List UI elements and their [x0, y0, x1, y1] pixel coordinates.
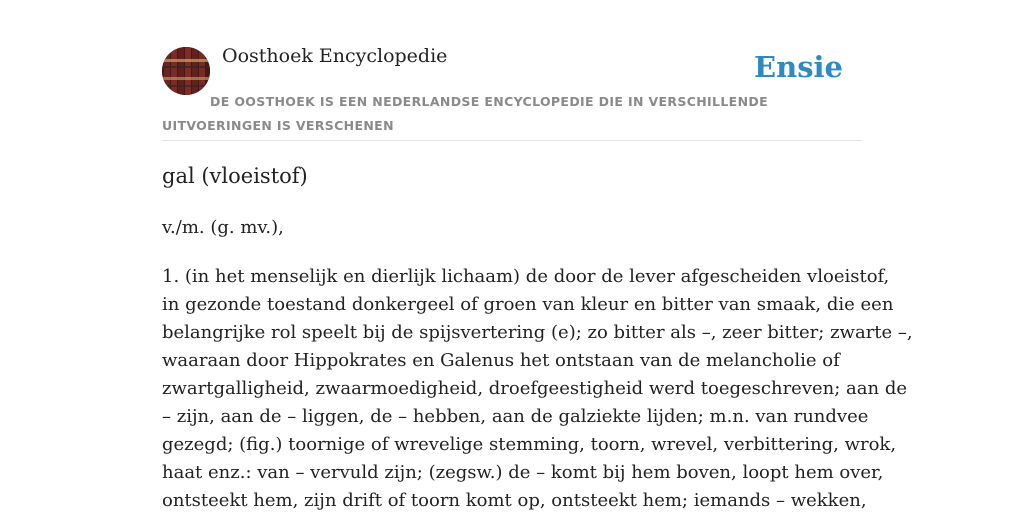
page: [162, 0, 913, 511]
definition-line: in gezonde toestand donkergeel of groen van kleur en bitter van smaak, die een: [162, 294, 894, 315]
definition-line: haat enz.: van – vervuld zijn; (zegsw.) de – komt bij hem boven, loopt hem over,: [162, 462, 884, 483]
site-tagline: DE OOSTHOEK IS EEN NEDERLANDSE ENCYCLOPEDIE DIE IN VERSCHILLENDE UITVOERINGEN IS VERSCHENEN: [162, 94, 768, 133]
brand-logo[interactable]: Ensie: [754, 50, 843, 84]
definition-line: waaraan door Hippokrates en Galenus het ontstaan van de melancholie of: [162, 350, 840, 371]
definition-line: 1. (in het menselijk en dierlijk lichaam) de door de lever afgescheiden vloeistof,: [162, 266, 890, 287]
definition-line: belangrijke rol speelt bij de spijsvertering (e); zo bitter als –, zeer bitter; zwarte –,: [162, 322, 913, 343]
definition-line: zwartgalligheid, zwaarmoedigheid, droefgeestigheid werd toegeschreven; aan de: [162, 378, 907, 399]
entry-title: gal (vloeistof): [162, 164, 308, 188]
definition-line: ontsteekt hem, zijn drift of toorn komt op, ontsteekt hem; iemands – wekken,: [162, 490, 867, 511]
site-title[interactable]: Oosthoek Encyclopedie: [222, 45, 448, 67]
definition-line: gezegd; (fig.) toornige of wrevelige stemming, toorn, wrevel, verbittering, wrok,: [162, 434, 897, 455]
book-spines-icon: [162, 47, 210, 95]
definition-line: – zijn, aan de – liggen, de – hebben, aan de galziekte lijden; m.n. van rundvee: [162, 406, 869, 427]
site-header: [162, 0, 862, 141]
entry-definition: [162, 263, 913, 512]
entry-grammar: v./m. (g. mv.),: [162, 217, 284, 238]
site-avatar[interactable]: [162, 47, 210, 95]
